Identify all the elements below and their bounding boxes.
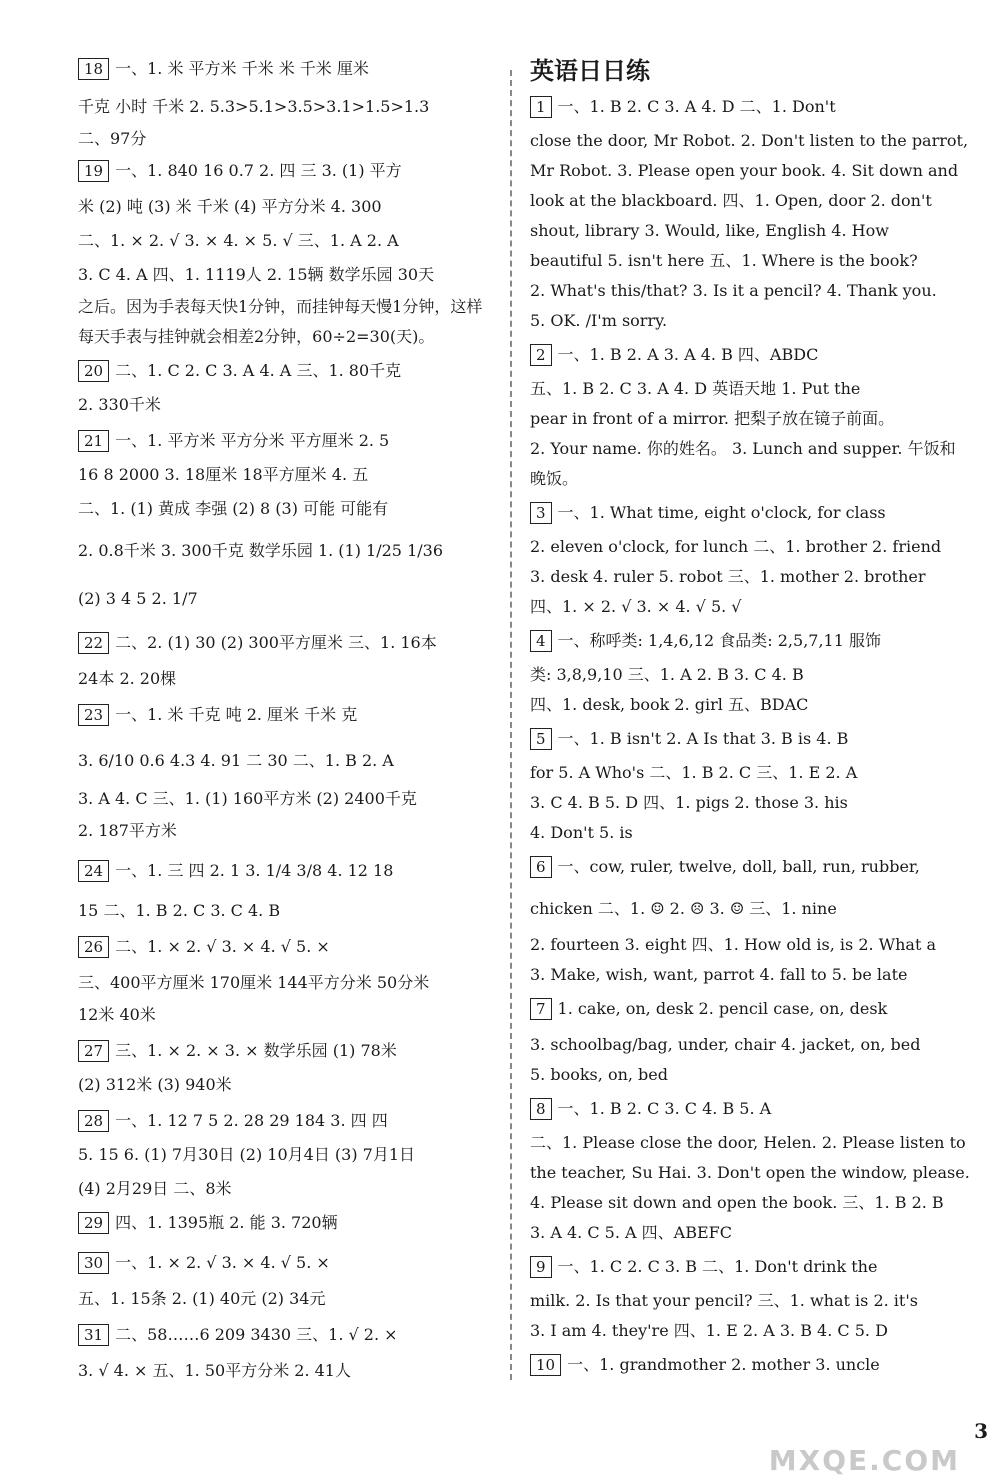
answer-text: 一、1. 米 千克 吨 2. 厘米 千米 克 <box>115 705 358 724</box>
answer-text: 24本 2. 20棵 <box>78 669 177 688</box>
answer-text: 二、1. × 2. √ 3. × 4. √ 5. × <box>115 937 330 956</box>
answer-text: 四、1. × 2. √ 3. × 4. √ 5. √ <box>530 597 742 616</box>
answer-line <box>530 220 889 242</box>
answer-text: 二、1. (1) 黄成 李强 (2) 8 (3) 可能 可能有 <box>78 499 389 518</box>
answer-line <box>78 1360 351 1382</box>
answer-text: chicken 二、1. ☺ 2. ☹ 3. ☺ 三、1. nine <box>530 899 837 918</box>
answer-line <box>530 1354 880 1376</box>
answer-text: 二、1. Please close the door, Helen. 2. Please listen to <box>530 1133 966 1152</box>
answer-line <box>530 1098 771 1120</box>
watermark: MXQE.COM <box>768 1444 960 1477</box>
answer-line <box>530 502 886 524</box>
answer-text: 三、400平方厘米 170厘米 144平方分米 50分米 <box>78 973 430 992</box>
answer-text: 一、1. 三 四 2. 1 3. 1/4 3/8 4. 12 18 <box>115 861 394 880</box>
answer-line <box>530 160 958 182</box>
answer-line <box>530 378 860 400</box>
answer-text: 3. A 4. C 5. A 四、ABEFC <box>530 1223 733 1242</box>
answer-line <box>530 408 894 430</box>
answer-line <box>530 468 578 490</box>
answer-line <box>530 822 633 844</box>
answer-line <box>78 430 389 452</box>
answer-line <box>78 196 382 218</box>
answer-text: 一、1. C 2. C 3. B 二、1. Don't drink the <box>557 1257 878 1276</box>
exercise-number: 10 <box>530 1354 561 1376</box>
answer-line <box>530 856 920 878</box>
answer-text: 五、1. 15条 2. (1) 40元 (2) 34元 <box>78 1289 326 1308</box>
exercise-number: 3 <box>530 502 552 524</box>
answer-text: 一、1. B 2. A 3. A 4. B 四、ABDC <box>557 345 819 364</box>
answer-line <box>530 280 937 302</box>
answer-text: 5. OK. /I'm sorry. <box>530 311 668 330</box>
answer-line <box>78 1212 338 1234</box>
exercise-number: 9 <box>530 1256 552 1278</box>
answer-line <box>78 1252 330 1274</box>
answer-line <box>530 1162 970 1184</box>
answer-text: 3. √ 4. × 五、1. 50平方分米 2. 41人 <box>78 1361 351 1380</box>
answer-line <box>78 900 280 922</box>
answer-text: 12米 40米 <box>78 1005 156 1024</box>
exercise-number: 24 <box>78 860 109 882</box>
answer-text: 每天手表与挂钟就会相差2分钟，60÷2=30(天)。 <box>78 327 435 346</box>
answer-text: look at the blackboard. 四、1. Open, door 2. don't <box>530 191 932 210</box>
answer-text: 二、1. C 2. C 3. A 4. A 三、1. 80千克 <box>115 361 402 380</box>
answer-text: 5. 15 6. (1) 7月30日 (2) 10月4日 (3) 7月1日 <box>78 1145 416 1164</box>
answer-text: close the door, Mr Robot. 2. Don't listen to the parrot, <box>530 131 969 150</box>
answer-text: 二、2. (1) 30 (2) 300平方厘米 三、1. 16本 <box>115 633 437 652</box>
answer-line <box>530 596 742 618</box>
answer-line <box>530 1290 918 1312</box>
answer-text: 一、1. What time, eight o'clock, for class <box>557 503 886 522</box>
answer-line <box>78 632 437 654</box>
answer-line <box>530 934 936 956</box>
answer-text: 二、1. × 2. √ 3. × 4. × 5. √ 三、1. A 2. A <box>78 231 399 250</box>
answer-line <box>78 96 429 118</box>
answer-text: 2. fourteen 3. eight 四、1. How old is, is 2. What a <box>530 935 937 954</box>
answer-line <box>78 128 146 150</box>
answer-text: (2) 312米 (3) 940米 <box>78 1075 232 1094</box>
answer-line <box>78 464 368 486</box>
answer-text: 3. C 4. A 四、1. 1119人 2. 15辆 数学乐园 30天 <box>78 265 435 284</box>
answer-line <box>530 664 804 686</box>
section-title: 英语日日练 <box>530 56 650 85</box>
answer-text: 一、1. 米 平方米 千米 米 千米 厘米 <box>115 59 369 78</box>
answer-line <box>530 1034 921 1056</box>
answer-line <box>530 1132 966 1154</box>
answer-text: 一、1. grandmother 2. mother 3. uncle <box>567 1355 880 1374</box>
answer-line <box>530 130 968 152</box>
answer-text: 1. cake, on, desk 2. pencil case, on, desk <box>557 999 888 1018</box>
answer-text: 3. A 4. C 三、1. (1) 160平方米 (2) 2400千克 <box>78 789 417 808</box>
answer-line <box>530 566 926 588</box>
answer-line <box>78 264 434 286</box>
answer-text: 一、1. B isn't 2. A Is that 3. B is 4. B <box>557 729 849 748</box>
answer-text: 四、1. desk, book 2. girl 五、BDAC <box>530 695 809 714</box>
answer-text: 2. 330千米 <box>78 395 161 414</box>
exercise-number: 21 <box>78 430 109 452</box>
exercise-number: 30 <box>78 1252 109 1274</box>
answer-line <box>78 750 394 772</box>
answer-text: 3. desk 4. ruler 5. robot 三、1. mother 2. brother <box>530 567 926 586</box>
exercise-number: 28 <box>78 1110 109 1132</box>
answer-text: the teacher, Su Hai. 3. Don't open the window, please. <box>530 1163 970 1182</box>
answer-line <box>530 728 848 750</box>
answer-text: 一、1. B 2. C 3. A 4. D 二、1. Don't <box>557 97 836 116</box>
answer-line <box>78 704 357 726</box>
answer-text: 2. 187平方米 <box>78 821 177 840</box>
exercise-number: 27 <box>78 1040 109 1062</box>
answer-line <box>530 536 941 558</box>
answer-line <box>530 1222 732 1244</box>
answer-text: (4) 2月29日 二、8米 <box>78 1179 232 1198</box>
answer-text: 之后。因为手表每天快1分钟，而挂钟每天慢1分钟，这样 <box>78 297 483 316</box>
answer-text: 一、1. × 2. √ 3. × 4. √ 5. × <box>115 1253 330 1272</box>
exercise-number: 20 <box>78 360 109 382</box>
answer-line <box>530 694 808 716</box>
answer-line <box>530 898 837 920</box>
answer-line <box>530 1256 877 1278</box>
answer-line <box>78 1288 325 1310</box>
answer-line <box>78 394 161 416</box>
exercise-number: 19 <box>78 160 109 182</box>
answer-text: 3. I am 4. they're 四、1. E 2. A 3. B 4. C 5. D <box>530 1321 888 1340</box>
answer-text: milk. 2. Is that your pencil? 三、1. what is 2. it's <box>530 1291 918 1310</box>
answer-line <box>78 820 177 842</box>
exercise-number: 5 <box>530 728 552 750</box>
page-number: 3 <box>974 1419 988 1443</box>
exercise-number: 7 <box>530 998 552 1020</box>
exercise-number: 2 <box>530 344 552 366</box>
answer-line <box>530 762 857 784</box>
answer-line <box>78 160 402 182</box>
answer-line <box>530 792 848 814</box>
answer-text: 5. books, on, bed <box>530 1065 668 1084</box>
answer-line <box>78 1004 156 1026</box>
answer-line <box>530 630 881 652</box>
answer-line <box>78 1178 232 1200</box>
answer-line <box>530 1320 888 1342</box>
answer-line <box>78 1074 232 1096</box>
exercise-number: 6 <box>530 856 552 878</box>
answer-line <box>530 438 956 460</box>
answer-line <box>78 1324 398 1346</box>
answer-text: 15 二、1. B 2. C 3. C 4. B <box>78 901 281 920</box>
answer-line <box>78 936 330 958</box>
answer-text: pear in front of a mirror. 把梨子放在镜子前面。 <box>530 409 895 428</box>
answer-text: for 5. A Who's 二、1. B 2. C 三、1. E 2. A <box>530 763 858 782</box>
answer-text: 3. schoolbag/bag, under, chair 4. jacket, on, bed <box>530 1035 921 1054</box>
answer-text: 一、1. 12 7 5 2. 28 29 184 3. 四 四 <box>115 1111 388 1130</box>
answer-text: 米 (2) 吨 (3) 米 千米 (4) 平方分米 4. 300 <box>78 197 382 216</box>
answer-text: 2. Your name. 你的姓名。 3. Lunch and supper. 午饭和 <box>530 439 956 458</box>
answer-text: 类: 3,8,9,10 三、1. A 2. B 3. C 4. B <box>530 665 804 684</box>
answer-text: 一、称呼类: 1,4,6,12 食品类: 2,5,7,11 服饰 <box>557 631 881 650</box>
exercise-number: 18 <box>78 58 109 80</box>
answer-line <box>78 860 393 882</box>
answer-line <box>530 250 918 272</box>
exercise-number: 4 <box>530 630 552 652</box>
answer-text: Mr Robot. 3. Please open your book. 4. Sit down and <box>530 161 959 180</box>
answer-text: 一、1. 平方米 平方分米 平方厘米 2. 5 <box>115 431 390 450</box>
answer-line <box>78 588 198 610</box>
exercise-number: 1 <box>530 96 552 118</box>
exercise-number: 8 <box>530 1098 552 1120</box>
answer-text: 晚饭。 <box>530 469 579 488</box>
answer-text: 三、1. × 2. × 3. × 数学乐园 (1) 78米 <box>115 1041 397 1060</box>
answer-text: 一、cow, ruler, twelve, doll, ball, run, rubber, <box>557 857 920 876</box>
answer-text: 一、1. B 2. C 3. C 4. B 5. A <box>557 1099 772 1118</box>
answer-line <box>530 1064 668 1086</box>
answer-line <box>530 344 818 366</box>
column-divider <box>510 70 512 1380</box>
answer-line <box>78 1040 397 1062</box>
answer-text: (2) 3 4 5 2. 1/7 <box>78 589 198 608</box>
answer-text: shout, library 3. Would, like, English 4. How <box>530 221 889 240</box>
answer-text: beautiful 5. isn't here 五、1. Where is the book? <box>530 251 918 270</box>
answer-text: 3. Make, wish, want, parrot 4. fall to 5. be late <box>530 965 908 984</box>
answer-text: 2. What's this/that? 3. Is it a pencil? 4. Thank you. <box>530 281 937 300</box>
answer-line <box>78 1144 415 1166</box>
exercise-number: 22 <box>78 632 109 654</box>
answer-line <box>78 498 388 520</box>
answer-text: 3. 6/10 0.6 4.3 4. 91 二 30 二、1. B 2. A <box>78 751 394 770</box>
answer-text: 3. C 4. B 5. D 四、1. pigs 2. those 3. his <box>530 793 848 812</box>
answer-line <box>78 296 482 318</box>
answer-line <box>530 96 836 118</box>
answer-line <box>78 230 399 252</box>
answer-line <box>78 972 429 994</box>
answer-line <box>78 326 434 348</box>
answer-line <box>78 360 401 382</box>
exercise-number: 29 <box>78 1212 109 1234</box>
answer-text: 千克 小时 千米 2. 5.3>5.1>3.5>3.1>1.5>1.3 <box>78 97 430 116</box>
answer-text: 4. Don't 5. is <box>530 823 633 842</box>
answer-line <box>78 58 369 80</box>
answer-text: 2. 0.8千米 3. 300千克 数学乐园 1. (1) 1/25 1/36 <box>78 541 443 560</box>
answer-line <box>530 964 907 986</box>
answer-line <box>78 1110 388 1132</box>
answer-text: 四、1. 1395瓶 2. 能 3. 720辆 <box>115 1213 338 1232</box>
answer-line <box>530 190 932 212</box>
answer-line <box>530 310 667 332</box>
answer-text: 2. eleven o'clock, for lunch 二、1. brother 2. friend <box>530 537 942 556</box>
exercise-number: 31 <box>78 1324 109 1346</box>
answer-line <box>78 788 417 810</box>
answer-line <box>530 998 887 1020</box>
answer-line <box>78 540 443 562</box>
answer-text: 二、58……6 209 3430 三、1. √ 2. × <box>115 1325 398 1344</box>
answer-text: 4. Please sit down and open the book. 三、1. B 2. B <box>530 1193 944 1212</box>
exercise-number: 26 <box>78 936 109 958</box>
answer-line <box>78 668 176 690</box>
answer-text: 五、1. B 2. C 3. A 4. D 英语天地 1. Put the <box>530 379 861 398</box>
answer-text: 二、97分 <box>78 129 147 148</box>
answer-line <box>530 1192 944 1214</box>
answer-text: 16 8 2000 3. 18厘米 18平方厘米 4. 五 <box>78 465 369 484</box>
answer-text: 一、1. 840 16 0.7 2. 四 三 3. (1) 平方 <box>115 161 402 180</box>
exercise-number: 23 <box>78 704 109 726</box>
